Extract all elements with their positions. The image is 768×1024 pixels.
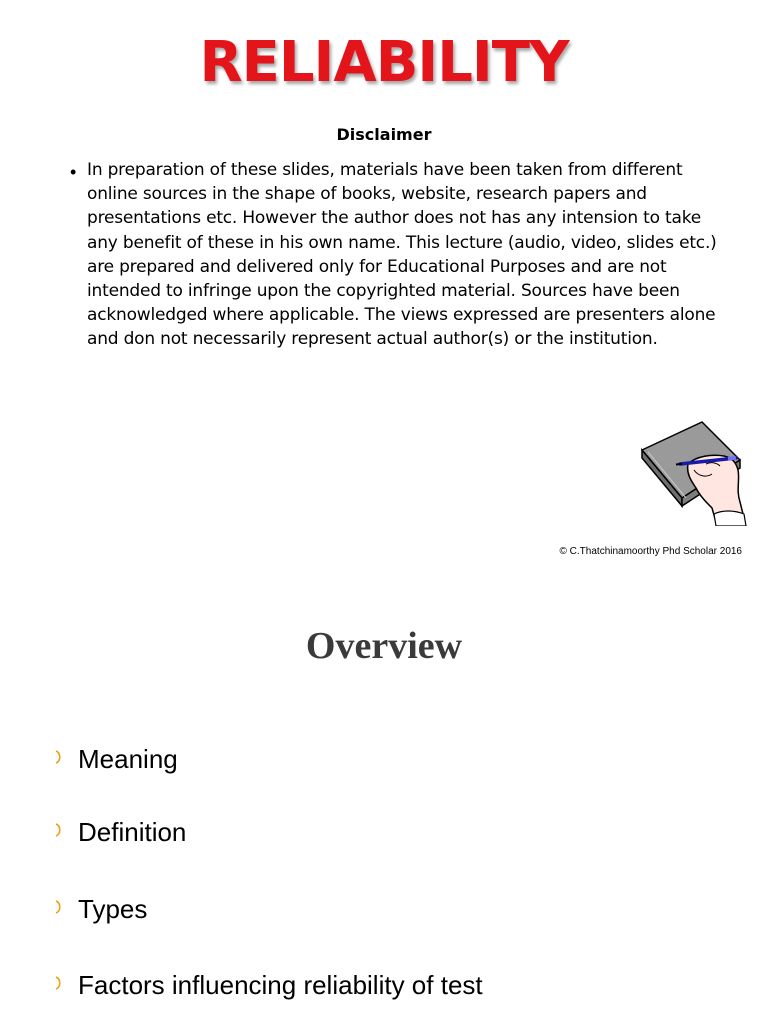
bullet-arc-icon [54, 976, 64, 990]
disclaimer-text: In preparation of these slides, materials have been taken from different online sources in the shape of books, website, research papers and presentations etc. However the author does not has any intension to take any benefit of these in his own name. This lecture (audio, video, slides etc.) are prepared and delivered only for Educational Purposes and are not intended to infringe upon the copyrighted material. Sources have been acknowledged where applicable. The views expressed are presenters alone and don not necessarily represent actual author(s) or the institution. [87, 160, 717, 350]
bullet-arc-icon [54, 823, 64, 837]
bullet-arc-icon [54, 750, 64, 764]
hand-writing-on-pad-icon [636, 418, 748, 526]
disclaimer-heading: Disclaimer [336, 125, 432, 144]
overview-title: Overview [305, 625, 463, 667]
list-item-label: Meaning [78, 744, 178, 774]
overview-slide [0, 590, 768, 1024]
bullet-icon: • [70, 162, 77, 182]
copyright-text: © C.Thatchinamoorthy Phd Scholar 2016 [559, 546, 742, 557]
list-item-label: Definition [78, 817, 187, 847]
list-item-label: Factors influencing reliability of test [78, 970, 483, 1000]
list-item-label: Types [78, 894, 148, 924]
main-title: RELIABILITY [199, 30, 569, 95]
bullet-arc-icon [54, 900, 64, 914]
